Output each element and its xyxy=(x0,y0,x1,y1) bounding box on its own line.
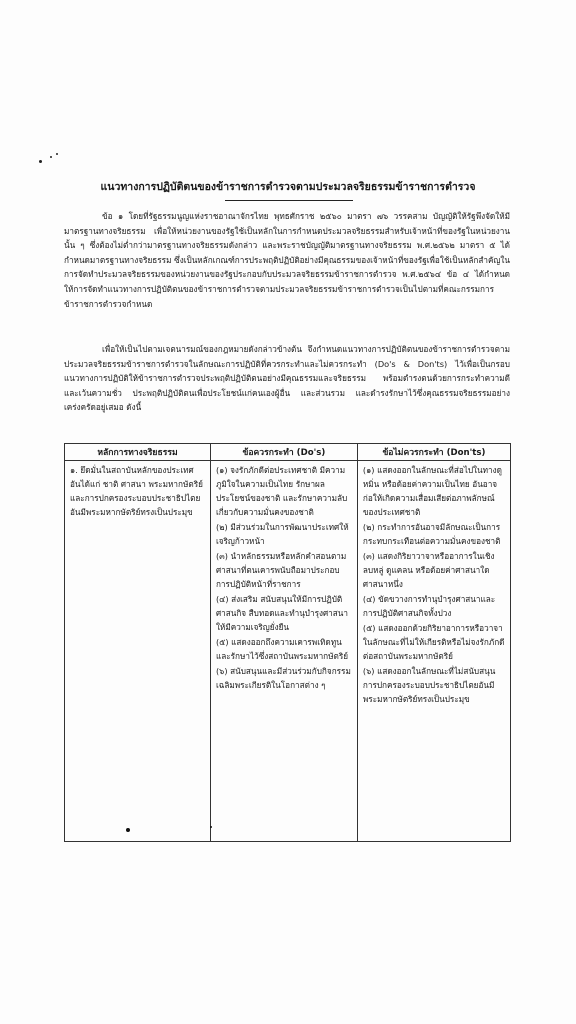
document-title: แนวทางการปฏิบัติตนของข้าราชการตำรวจตามประมวลจริยธรรมข้าราชการตำรวจ xyxy=(100,181,476,193)
paragraph-2 xyxy=(64,342,510,415)
table-row xyxy=(65,461,511,842)
dont-item: (๖) แสดงออกในลักษณะที่ไม่สนับสนุนการปกครองระบอบประชาธิปไตยอันมีพระมหากษัตริย์ทรงเป็นประมุข xyxy=(362,666,496,704)
do-item: (๕) แสดงออกถึงความเคารพเทิดทูน และรักษาไว้ซึ่งสถาบันพระมหากษัตริย์ xyxy=(215,637,349,661)
header-dos: ข้อควรกระทำ (Do's) xyxy=(210,444,357,461)
dont-item: (๔) ขัดขวางการทำนุบำรุงศาสนาและการปฏิบัติศาสนกิจทั้งปวง xyxy=(362,594,496,618)
scan-speck xyxy=(126,828,130,832)
scan-speck xyxy=(210,826,212,828)
guidelines-table xyxy=(64,443,511,842)
dont-item: (๑) แสดงออกในลักษณะที่ส่อไปในทางดูหมิ่น หรือด้อยค่าความเป็นไทย อันอาจก่อให้เกิดความเสื่อมเสียต่อภาพลักษณ์ของประเทศชาติ xyxy=(362,465,502,517)
title-underline xyxy=(225,200,353,201)
do-item: (๔) ส่งเสริม สนับสนุนให้มีการปฏิบัติศาสนกิจ สืบทอดและทำนุบำรุงศาสนาให้มีความเจริญยั่งยืน xyxy=(215,594,348,632)
do-item: (๑) จงรักภักดีต่อประเทศชาติ มีความภูมิใจในความเป็นไทย รักษาผลประโยชน์ของชาติ และรักษาความลับเกี่ยวกับความมั่นคงของชาติ xyxy=(215,465,348,517)
paragraph-1-text: ข้อ ๑ โดยที่รัฐธรรมนูญแห่งราชอาณาจักรไทย พุทธศักราช ๒๕๖๐ มาตรา ๗๖ วรรคสาม บัญญัติให้รัฐพึงจัดให้มีมาตรฐานทางจริยธรรม เพื่อให้หน่วยงานของรัฐใช้เป็นหลักในการกำหนดประมวลจริยธรรมสำหรับเจ้าหน้าที่ของรัฐในหน่วยงานนั้น ๆ ซึ่งต้องไม่ต่ำกว่ามาตรฐานทางจริยธรรมดังกล่าว และพระราชบัญญัติมาตรฐานทางจริยธรรม พ.ศ.๒๕๖๒ มาตรา ๕ ได้กำหนดมาตรฐานทางจริยธรรม ซึ่งเป็นหลักเกณฑ์การประพฤติปฏิบัติอย่างมีคุณธรรมของเจ้าหน้าที่ของรัฐเพื่อใช้เป็นหลักสำคัญในการจัดทำประมวลจริยธรรมของหน่วยงานของรัฐประกอบกับประมวลจริยธรรมข้าราชการตำรวจ พ.ศ.๒๕๖๔ ข้อ ๔ ได้กำหนดให้การจัดทำแนวทางการปฏิบัติตนของข้าราชการตำรวจตามประมวลจริยธรรมข้าราชการตำรวจเป็นไปตามที่คณะกรรมการข้าราชการตำรวจกำหนด xyxy=(64,211,510,309)
donts-cell xyxy=(357,461,510,842)
do-item: (๓) นำหลักธรรมหรือหลักคำสอนตามศาสนาที่ตนเคารพนับถือมาประกอบการปฏิบัติหน้าที่ราชการ xyxy=(215,551,347,589)
do-item: (๒) มีส่วนร่วมในการพัฒนาประเทศให้เจริญก้าวหน้า xyxy=(215,522,349,546)
scan-speck xyxy=(50,156,52,158)
paragraph-1 xyxy=(64,209,510,311)
dont-item: (๒) กระทำการอันอาจมีลักษณะเป็นการกระทบกระเทือนต่อความมั่นคงของชาติ xyxy=(362,522,501,546)
paragraph-2-text: เพื่อให้เป็นไปตามเจตนารมณ์ของกฎหมายดังกล่าวข้างต้น จึงกำหนดแนวทางการปฏิบัติตนของข้าราชการตำรวจตามประมวลจริยธรรมข้าราชการตำรวจในลักษณะการปฏิบัติที่ควรกระทำและไม่ควรกระทำ (Do's & Don'ts) ไว้เพื่อเป็นกรอบแนวทางการปฏิบัติให้ข้าราชการตำรวจประพฤติปฏิบัติตนอย่างมีคุณธรรมและจริยธรรม พร้อมดำรงตนด้วยการกระทำความดีและเว้นความชั่ว ประพฤติปฏิบัติตนเพื่อประโยชน์แก่คนเองผู้อื่น และส่วนรวม และดำรงรักษาไว้ซึ่งคุณธรรมจริยธรรมอย่างเคร่งครัดอยู่เสมอ ดังนี้ xyxy=(64,344,510,413)
scan-speck xyxy=(56,153,58,155)
dont-item: (๓) แสดงกิริยาวาจาหรืออาการในเชิงลบหลู่ ดูแคลน หรือด้อยค่าศาสนาใดศาสนาหนึ่ง xyxy=(362,551,495,589)
table-header-row xyxy=(65,444,511,461)
scan-speck xyxy=(39,160,42,163)
dos-cell xyxy=(210,461,357,842)
dont-item: (๕) แสดงออกด้วยกิริยาอาการหรือวาจาในลักษณะที่ไม่ให้เกียรติหรือไม่จงรักภักดีต่อสถาบันพระมหากษัตริย์ xyxy=(362,623,505,661)
do-item: (๖) สนับสนุนและมีส่วนร่วมกับกิจกรรมเฉลิมพระเกียรติในโอกาสต่าง ๆ xyxy=(215,666,351,690)
header-donts: ข้อไม่ควรกระทำ (Don'ts) xyxy=(357,444,510,461)
header-principle: หลักการทางจริยธรรม xyxy=(65,444,211,461)
principle-cell xyxy=(65,461,211,842)
principle-text: ๑. ยึดมั่นในสถาบันหลักของประเทศ อันได้แก่ ชาติ ศาสนา พระมหากษัตริย์และการปกครองระบอบประชาธิปไตยอันมีพระมหากษัตริย์ทรงเป็นประมุข xyxy=(70,465,203,517)
